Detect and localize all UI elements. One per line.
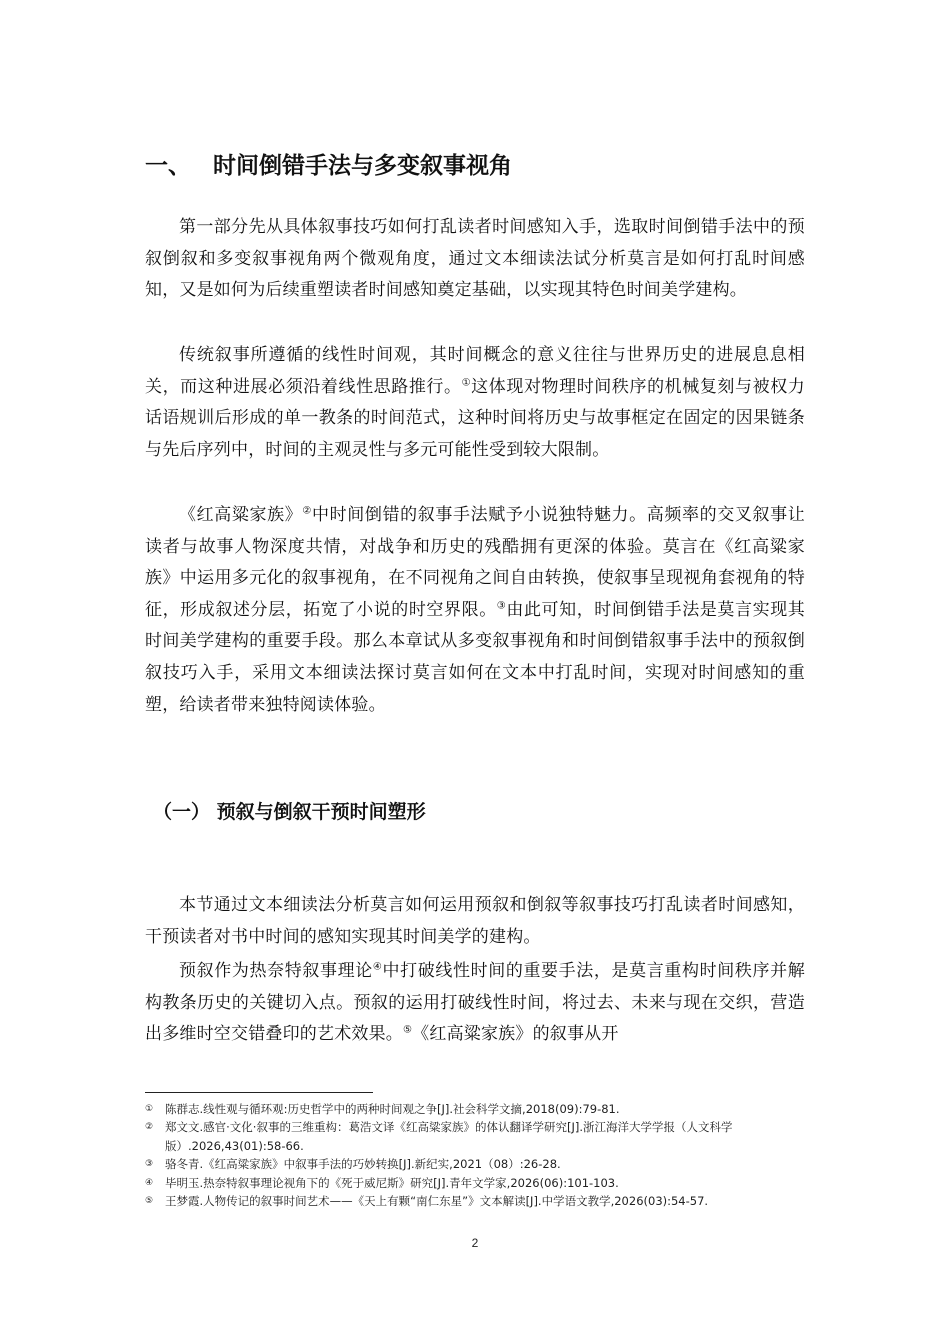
paragraph-5: 预叙作为热奈特叙事理论④中打破线性时间的重要手法，是莫言重构时间秩序并解构教条历史的关键切入点。预叙的运用打破线性时间，将过去、未来与现在交织，营造出多维时空交错叠印的艺术效果。⑤《红高粱家族》的叙事从开: [145, 961, 805, 1045]
section-heading: [145, 146, 512, 186]
footnote-item: ① 陈群志.线性观与循环观:历史哲学中的两种时间观之争[J].社会科学文摘,2018(09):79-81.: [145, 1102, 620, 1116]
footnote-item: ② 郑文文.感官·文化·叙事的三维重构：葛浩文译《红高粱家族》的体认翻译学研究[J].浙江海洋大学学报（人文科学版）.2026,43(01):58-66.: [145, 1120, 733, 1153]
footnote-ref[interactable]: ①: [461, 376, 472, 388]
footnote-item: ③ 骆冬青.《红高粱家族》中叙事手法的巧妙转换[J].新纪实,2021（08）:26-28.: [145, 1157, 561, 1172]
paragraph-1: 第一部分先从具体叙事技巧如何打乱读者时间感知入手，选取时间倒错手法中的预叙倒叙和多变叙事视角两个微观角度，通过文本细读法试分析莫言是如何打乱时间感知，又是如何为后续重塑读者时间感知奠定基础，以实现其特色时间美学建构。: [145, 217, 805, 301]
footnote-ref[interactable]: ③: [496, 600, 507, 612]
page-number: 2: [471, 1236, 479, 1250]
section-title: 时间倒错手法与多变叙事视角: [213, 153, 512, 179]
footnote-item: ④ 毕明玉.热奈特叙事理论视角下的《死于威尼斯》研究[J].青年文学家,2026(06):101-103.: [145, 1175, 619, 1190]
subsection-heading: （一） 预叙与倒叙干预时间塑形: [153, 801, 426, 823]
paragraph-4: 本节通过文本细读法分析莫言如何运用预叙和倒叙等叙事技巧打乱读者时间感知，干预读者对书中时间的感知实现其时间美学的建构。: [145, 895, 805, 947]
footnote-ref[interactable]: ②: [302, 505, 312, 517]
footnote-item: ⑤ 王梦霞.人物传记的叙事时间艺术——《天上有颗“南仁东星”》文本解读[J].中学语文教学,2026(03):54-57.: [145, 1194, 709, 1209]
section-number: 一、: [145, 153, 191, 179]
footnote-separator: [145, 1092, 373, 1093]
footnote-ref[interactable]: ④: [372, 961, 383, 973]
paragraph-3: 《红高粱家族》②中时间倒错的叙事手法赋予小说独特魅力。高频率的交叉叙事让读者与故事人物深度共情，对战争和历史的残酷拥有更深的体验。莫言在《红高粱家族》中运用多元化的叙事视角，在不同视角之间自由转换，使叙事呈现视角套视角的特征，形成叙述分层，拓宽了小说的时空界限。③由此可知，时间倒错手法是莫言实现其时间美学建构的重要手段。那么本章试从多变叙事视角和时间倒错叙事手法中的预叙倒叙技巧入手，采用文本细读法探讨莫言如何在文本中打乱时间，实现对时间感知的重塑，给读者带来独特阅读体验。: [145, 505, 805, 715]
paragraph-2: 传统叙事所遵循的线性时间观，其时间概念的意义往往与世界历史的进展息息相关，而这种进展必须沿着线性思路推行。①这体现对物理时间秩序的机械复刻与被权力话语规训后形成的单一教条的时间范式，这种时间将历史与故事框定在固定的因果链条与先后序列中，时间的主观灵性与多元可能性受到较大限制。: [145, 345, 805, 460]
footnotes: [145, 1100, 825, 1210]
footnote-ref[interactable]: ⑤: [403, 1024, 413, 1036]
